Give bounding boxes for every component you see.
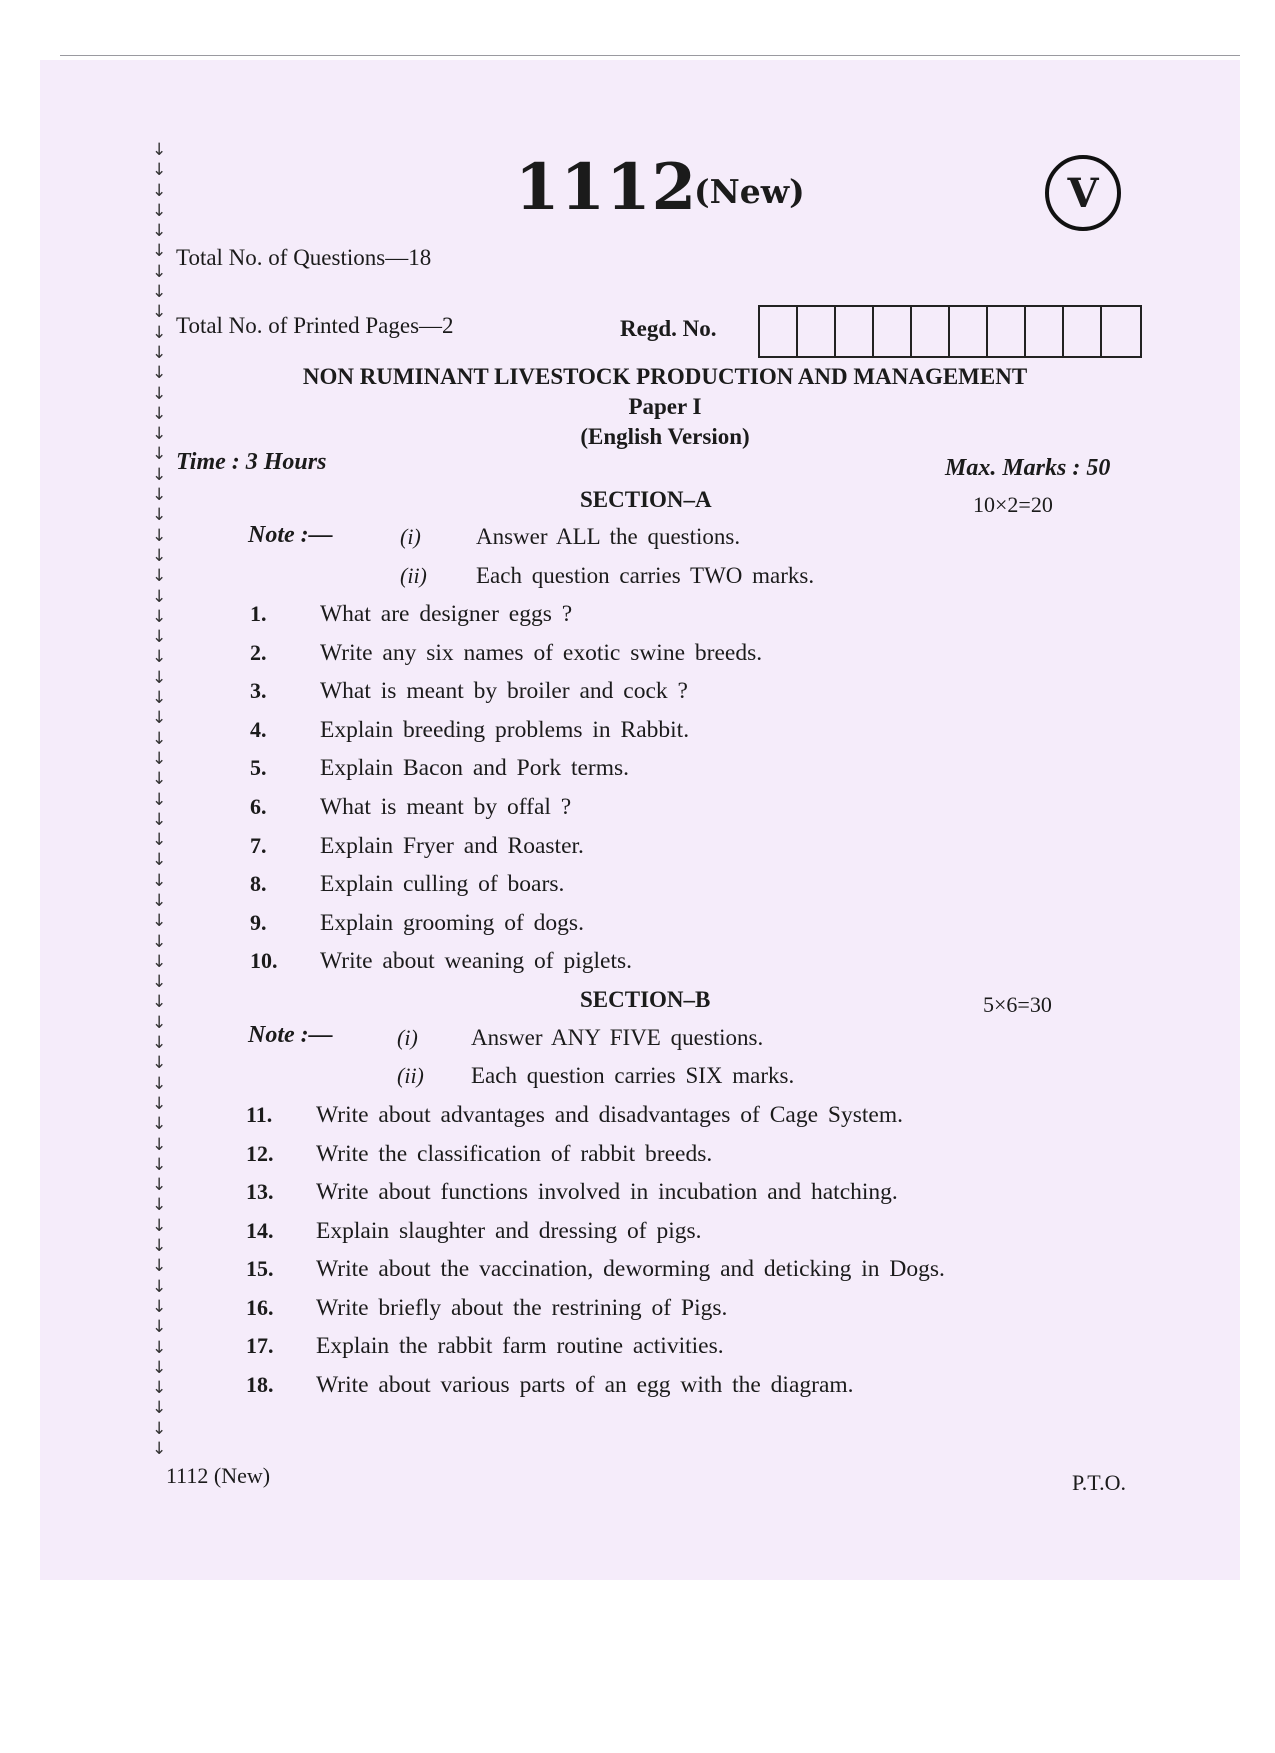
section-b-marks: 5×6=30 bbox=[983, 992, 1052, 1017]
regd-no-digit-box[interactable] bbox=[950, 307, 988, 356]
top-rule bbox=[60, 55, 1240, 56]
footer-code: 1112 (New) bbox=[166, 1463, 271, 1488]
question-text: Write about weaning of piglets. bbox=[320, 948, 632, 975]
arrow-down-icon: ↓ bbox=[152, 972, 167, 993]
arrow-down-icon: ↓ bbox=[152, 1012, 167, 1033]
arrow-down-icon: ↓ bbox=[152, 1134, 167, 1155]
arrow-down-icon: ↓ bbox=[152, 424, 167, 445]
arrow-down-icon: ↓ bbox=[152, 1357, 167, 1378]
arrow-down-icon: ↓ bbox=[152, 1215, 167, 1236]
arrow-down-icon: ↓ bbox=[152, 809, 167, 830]
question-text: Write about advantages and disadvantages of Cage System. bbox=[316, 1102, 903, 1128]
arrow-down-icon: ↓ bbox=[152, 1256, 167, 1277]
perforation-arrows bbox=[152, 140, 172, 1460]
arrow-down-icon: ↓ bbox=[152, 667, 167, 688]
max-marks: Max. Marks : 50 bbox=[945, 455, 1111, 481]
question-text: Write any six names of exotic swine breeds. bbox=[320, 639, 763, 666]
section-b-heading: SECTION–B bbox=[580, 987, 711, 1012]
question-number: 9. bbox=[250, 909, 267, 935]
arrow-down-icon: ↓ bbox=[152, 769, 167, 790]
arrow-down-icon: ↓ bbox=[152, 180, 167, 201]
arrow-down-icon: ↓ bbox=[152, 1378, 167, 1399]
question-number: 15. bbox=[246, 1256, 274, 1281]
arrow-down-icon: ↓ bbox=[152, 850, 167, 871]
arrow-down-icon: ↓ bbox=[152, 992, 167, 1013]
question-text: Write about various parts of an egg with the diagram. bbox=[316, 1371, 854, 1398]
arrow-down-icon: ↓ bbox=[152, 1114, 167, 1135]
section-a-note-label: Note :— bbox=[248, 522, 333, 548]
arrow-down-icon: ↓ bbox=[152, 870, 167, 891]
section-b-note-text: Answer ANY FIVE questions. bbox=[471, 1025, 764, 1050]
arrow-down-icon: ↓ bbox=[152, 221, 167, 242]
regd-no-digit-box[interactable] bbox=[1026, 307, 1064, 356]
question-number: 13. bbox=[246, 1179, 274, 1204]
question-number: 1. bbox=[250, 601, 267, 626]
question-text: Write briefly about the restrining of Pigs. bbox=[316, 1294, 728, 1321]
arrow-down-icon: ↓ bbox=[152, 789, 167, 810]
arrow-down-icon: ↓ bbox=[152, 261, 167, 282]
section-b-note-label: Note :— bbox=[248, 1022, 333, 1048]
arrow-down-icon: ↓ bbox=[152, 931, 167, 952]
regd-no-boxes[interactable] bbox=[758, 305, 1142, 358]
arrow-down-icon: ↓ bbox=[152, 485, 167, 506]
question-number: 18. bbox=[246, 1371, 274, 1397]
question-text: Explain slaughter and dressing of pigs. bbox=[316, 1217, 702, 1244]
arrow-down-icon: ↓ bbox=[152, 1418, 167, 1439]
arrow-down-icon: ↓ bbox=[152, 951, 167, 972]
section-a-note-text: Answer ALL the questions. bbox=[476, 524, 741, 549]
regd-no-digit-box[interactable] bbox=[988, 307, 1026, 356]
arrow-down-icon: ↓ bbox=[152, 911, 167, 932]
arrow-down-icon: ↓ bbox=[152, 1398, 167, 1419]
question-text: Explain Fryer and Roaster. bbox=[320, 832, 584, 859]
regd-no-digit-box[interactable] bbox=[1064, 307, 1102, 356]
question-number: 14. bbox=[246, 1217, 274, 1243]
question-number: 10. bbox=[250, 948, 278, 974]
arrow-down-icon: ↓ bbox=[152, 728, 167, 749]
version-badge bbox=[1045, 155, 1121, 231]
section-a-heading: SECTION–A bbox=[580, 487, 712, 512]
regd-no-digit-box[interactable] bbox=[874, 307, 912, 356]
paper-code: 1112 bbox=[515, 150, 698, 225]
arrow-down-icon: ↓ bbox=[152, 890, 167, 911]
question-number: 7. bbox=[250, 832, 267, 858]
question-number: 3. bbox=[250, 678, 267, 704]
arrow-down-icon: ↓ bbox=[152, 1439, 167, 1459]
section-b-note-num: (i) bbox=[397, 1025, 418, 1050]
arrow-down-icon: ↓ bbox=[152, 200, 167, 221]
arrow-down-icon: ↓ bbox=[152, 586, 167, 607]
question-number: 12. bbox=[246, 1140, 274, 1166]
arrow-down-icon: ↓ bbox=[152, 1296, 167, 1317]
subject-title: NON RUMINANT LIVESTOCK PRODUCTION AND MANAGEMENT bbox=[302, 364, 1028, 389]
question-text: Write about functions involved in incubation and hatching. bbox=[316, 1179, 898, 1205]
regd-no-label: Regd. No. bbox=[620, 316, 717, 341]
arrow-down-icon: ↓ bbox=[152, 140, 167, 160]
question-number: 4. bbox=[250, 716, 267, 742]
arrow-down-icon: ↓ bbox=[152, 505, 167, 526]
regd-no-digit-box[interactable] bbox=[836, 307, 874, 356]
question-text: Explain breeding problems in Rabbit. bbox=[320, 716, 690, 743]
question-text: Write the classification of rabbit breeds. bbox=[316, 1140, 713, 1167]
regd-no-digit-box[interactable] bbox=[798, 307, 836, 356]
arrow-down-icon: ↓ bbox=[152, 241, 167, 262]
question-text: What is meant by broiler and cock ? bbox=[320, 678, 688, 705]
arrow-down-icon: ↓ bbox=[152, 1175, 167, 1196]
question-number: 6. bbox=[250, 794, 267, 819]
arrow-down-icon: ↓ bbox=[152, 444, 167, 465]
question-text: Explain Bacon and Pork terms. bbox=[320, 755, 630, 782]
question-text: Explain grooming of dogs. bbox=[320, 909, 584, 936]
section-a-note-num: (i) bbox=[400, 524, 421, 549]
regd-no-digit-box[interactable] bbox=[760, 307, 798, 356]
arrow-down-icon: ↓ bbox=[152, 525, 167, 546]
arrow-down-icon: ↓ bbox=[152, 1154, 167, 1175]
section-b-note-text: Each question carries SIX marks. bbox=[471, 1063, 795, 1088]
question-number: 17. bbox=[246, 1333, 274, 1358]
arrow-down-icon: ↓ bbox=[152, 403, 167, 424]
arrow-down-icon: ↓ bbox=[152, 566, 167, 587]
question-text: Explain culling of boars. bbox=[320, 871, 565, 898]
arrow-down-icon: ↓ bbox=[152, 1276, 167, 1297]
total-questions: Total No. of Questions—18 bbox=[176, 245, 432, 270]
time-allowed: Time : 3 Hours bbox=[176, 449, 327, 475]
version-label: (English Version) bbox=[580, 424, 750, 449]
arrow-down-icon: ↓ bbox=[152, 363, 167, 384]
paper-code-suffix: (New) bbox=[694, 172, 805, 211]
question-text: What are designer eggs ? bbox=[320, 601, 573, 627]
arrow-down-icon: ↓ bbox=[152, 1073, 167, 1094]
paper-number: Paper I bbox=[628, 394, 702, 419]
question-text: Write about the vaccination, deworming and deticking in Dogs. bbox=[316, 1256, 945, 1282]
arrow-down-icon: ↓ bbox=[152, 1093, 167, 1114]
arrow-down-icon: ↓ bbox=[152, 1337, 167, 1358]
version-letter: V bbox=[1067, 169, 1099, 217]
total-pages: Total No. of Printed Pages—2 bbox=[176, 313, 454, 338]
arrow-down-icon: ↓ bbox=[152, 545, 167, 566]
question-number: 5. bbox=[250, 755, 267, 781]
arrow-down-icon: ↓ bbox=[152, 464, 167, 485]
regd-no-digit-box[interactable] bbox=[912, 307, 950, 356]
arrow-down-icon: ↓ bbox=[152, 1195, 167, 1216]
arrow-down-icon: ↓ bbox=[152, 748, 167, 769]
question-number: 2. bbox=[250, 639, 267, 665]
arrow-down-icon: ↓ bbox=[152, 342, 167, 363]
section-a-note-text: Each question carries TWO marks. bbox=[476, 563, 815, 588]
arrow-down-icon: ↓ bbox=[152, 627, 167, 648]
arrow-down-icon: ↓ bbox=[152, 302, 167, 323]
question-number: 11. bbox=[246, 1102, 273, 1127]
arrow-down-icon: ↓ bbox=[152, 708, 167, 729]
arrow-down-icon: ↓ bbox=[152, 830, 167, 851]
arrow-down-icon: ↓ bbox=[152, 383, 167, 404]
question-text: Explain the rabbit farm routine activities. bbox=[316, 1333, 724, 1359]
section-a-note-num: (ii) bbox=[400, 563, 427, 588]
arrow-down-icon: ↓ bbox=[152, 1033, 167, 1054]
arrow-down-icon: ↓ bbox=[152, 606, 167, 627]
regd-no-digit-box[interactable] bbox=[1102, 307, 1140, 356]
question-number: 16. bbox=[246, 1294, 274, 1320]
section-b-note-num: (ii) bbox=[397, 1063, 424, 1088]
arrow-down-icon: ↓ bbox=[152, 322, 167, 343]
section-a-marks: 10×2=20 bbox=[973, 492, 1053, 517]
question-text: What is meant by offal ? bbox=[320, 794, 572, 820]
arrow-down-icon: ↓ bbox=[152, 282, 167, 303]
arrow-down-icon: ↓ bbox=[152, 688, 167, 709]
footer-pto: P.T.O. bbox=[1072, 1470, 1126, 1495]
arrow-down-icon: ↓ bbox=[152, 1236, 167, 1257]
arrow-down-icon: ↓ bbox=[152, 160, 167, 181]
arrow-down-icon: ↓ bbox=[152, 1053, 167, 1074]
arrow-down-icon: ↓ bbox=[152, 647, 167, 668]
question-number: 8. bbox=[250, 871, 267, 897]
arrow-down-icon: ↓ bbox=[152, 1317, 167, 1338]
